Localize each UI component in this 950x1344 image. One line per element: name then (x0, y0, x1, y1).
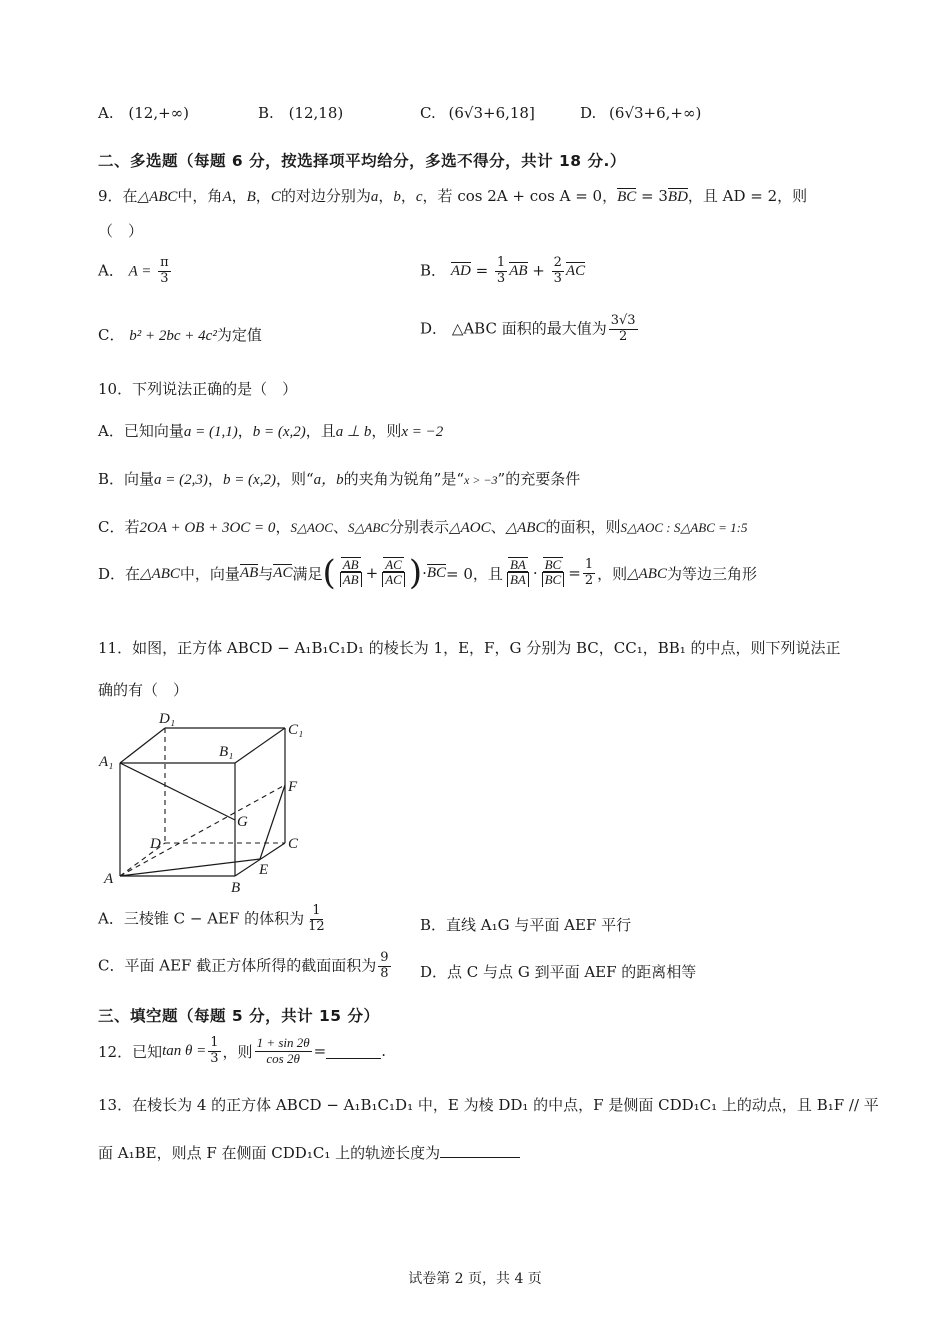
q10-option-a-vector-b: b = (x,2) (252, 424, 306, 440)
q10-option-b-pair: a，b (313, 472, 344, 488)
q9-option-c-text: 为定值 (216, 326, 262, 344)
q9-triangle: △ABC (137, 189, 178, 205)
q10-option-a-text3: ，则 (371, 422, 402, 440)
q11-option-d (420, 961, 696, 982)
label-a: A (104, 871, 114, 887)
q10-option-d-label: D． (98, 564, 126, 583)
q10-option-d-and: 与 (258, 564, 274, 583)
q9-option-d (420, 314, 640, 345)
q9-text2: 的对边分别为 (280, 187, 371, 205)
q12-text: ，则 (222, 1042, 253, 1061)
q11-option-a-label: A． (98, 909, 124, 928)
label-c: C (288, 836, 299, 852)
q13-line-2-text: 面 A₁BE，则点 F 在侧面 CDD₁C₁ 上的轨迹长度为 (98, 1144, 441, 1162)
segment-a1-g (120, 763, 235, 820)
label-e: E (259, 862, 269, 878)
q10-option-d-eq0: = 0，且 (446, 564, 503, 583)
q9-stem: 9．在△ABC中，角A，B，C的对边分别为a，b，c，若 cos 2A + cos A = 0，BC = 3BD，且 AD = 2，则 (98, 187, 808, 205)
q12-end: . (381, 1042, 387, 1061)
q10-option-d-text1: 在 (125, 564, 141, 583)
q10-option-d-triangle-2: △ABC (627, 565, 667, 582)
q9-option-d-fraction: $\frac{3√3}{2}$ (610, 313, 636, 344)
q10-option-b-label: B． (98, 470, 125, 488)
label-b1: B₁ (219, 744, 234, 760)
q9-option-c-label: C． (98, 326, 125, 344)
q9-option-b: B． AD = $\frac{1}{3}$ AB + $\frac{2}{3}$ AC (420, 255, 586, 286)
q9-option-a-label: A． (98, 261, 124, 280)
q10-option-d-half: $\frac{1}{2}$ (584, 556, 594, 588)
q10-option-d-unit-ab: $\frac{AB}{AB}$ (338, 557, 364, 590)
q11-option-a-fraction: $\frac{1}{12}$ (308, 903, 325, 934)
q10-option-d-vector-bc: BC (426, 565, 447, 582)
q8-option-c-label: C. (420, 104, 436, 122)
q12-expression: $\frac{1 + \sin 2\theta}{\cos 2\theta}$ (256, 1035, 310, 1066)
q10-option-d-triangle: △ABC (140, 565, 180, 582)
q11-option-d-label: D． (420, 963, 448, 981)
q10-option-b-text4: ”的充要条件 (497, 470, 581, 488)
q10-option-d-left-paren: ( (322, 553, 336, 593)
q8-option-b-label: B. (258, 104, 274, 122)
q10-option-c-t1: △AOC (449, 520, 491, 536)
q8-option-b (258, 104, 343, 122)
q9-angle-b: B (246, 189, 256, 205)
q10-option-d-unit-bc: $\frac{BC}{BC}$ (540, 557, 567, 590)
label-f: F (288, 779, 298, 795)
section-3-title: 三、填空题（每题 5 分，共计 15 分） (98, 1007, 380, 1025)
q13-line-1: 13．在棱长为 4 的正方体 ABCD − A₁B₁C₁D₁ 中，E 为棱 DD₁ 的中点，F 是侧面 CDD₁C₁ 上的动点，且 B₁F // 平 (98, 1096, 879, 1114)
q10-option-c-text3: 的面积，则 (545, 518, 621, 536)
q11-option-b (420, 914, 631, 935)
q11-option-b-text: 直线 A₁G 与平面 AEF 平行 (446, 916, 632, 934)
q9-text1: 中，角 (177, 187, 223, 205)
q11-option-c-label: C． (98, 956, 125, 975)
q12-eq: = (313, 1042, 327, 1061)
section-2-title: 二、多选题（每题 6 分，按选择项平均给分，多选不得分，共计 18 分.） (98, 152, 626, 170)
q11-option-d-text: 点 C 与点 G 到平面 AEF 的距离相等 (447, 963, 697, 981)
q10-option-c: C．若2OA + OB + 3OC = 0，S△AOC、S△ABC分别表示△AOC、△ABC的面积，则S△AOC : S△ABC = 1:5 (98, 518, 748, 536)
label-d1: D₁ (159, 711, 176, 727)
q9-option-b-fraction-2: $\frac{2}{3}$ (553, 255, 562, 286)
q10-option-a-vector-a: a = (1,1) (183, 424, 238, 440)
q10-option-b-text3: 的夹角为锐角”是“ (343, 470, 464, 488)
q11-option-c (98, 951, 393, 982)
q8-option-b-text: (12,18) (288, 104, 344, 122)
q10-option-b-text2: ，则“ (275, 470, 314, 488)
q11-stem-line-2: 确的有（ ） (98, 681, 189, 699)
q9-option-c-expr: b² + 2bc + 4c² (129, 328, 217, 344)
label-c1: C₁ (288, 722, 304, 738)
q11-stem-line-1: 11．如图，正方体 ABCD − A₁B₁C₁D₁ 的棱长为 1，E，F，G 分别为 BC，CC₁，BB₁ 的中点，则下列说法正 (98, 639, 841, 657)
q10-option-d-unit-ba: $\frac{BA}{BA}$ (505, 557, 531, 590)
q9-option-a-lhs: A = (128, 263, 152, 280)
q8-option-d-label: D. (580, 104, 597, 122)
q10-option-d-unit-ac: $\frac{AC}{AC}$ (380, 557, 407, 590)
q11-option-c-fraction: $\frac{9}{8}$ (380, 950, 389, 981)
page-footer: 试卷第 2 页，共 4 页 (408, 1271, 542, 1287)
q9-eq3: = 3 (636, 187, 668, 205)
q10-option-c-s2: S△ABC (347, 520, 390, 535)
q12-tan: tan θ = (162, 1042, 207, 1059)
q10-option-b-text1: 向量 (124, 470, 155, 488)
q12-fraction: $\frac{1}{3}$ (210, 1035, 219, 1066)
q9-text3: ，若 cos 2A + cos A = 0， (422, 187, 618, 205)
q10-stem: 10．下列说法正确的是（ ） (98, 380, 298, 398)
q10-option-b: B．向量a = (2,3)，b = (x,2)，则“a，b的夹角为锐角”是“x > −3”的充要条件 (98, 470, 581, 488)
q9-angle-c: C (270, 189, 281, 205)
q9-option-b-vector-ad: AD (450, 263, 471, 280)
q10-option-c-label: C． (98, 518, 125, 536)
edge-b1-c1 (235, 728, 285, 763)
q9-option-b-vector-ab: AB (509, 263, 528, 280)
q10-option-d-text5: 为等边三角形 (666, 564, 757, 583)
q9-angle-a: A (222, 189, 232, 205)
q11-option-c-text: 平面 AEF 截正方体所得的截面面积为 (124, 956, 377, 975)
q10-option-b-vector-b: b = (x,2) (222, 472, 276, 488)
cube-figure (95, 708, 320, 898)
label-a1: A₁ (99, 754, 114, 770)
q10-option-c-t2: △ABC (505, 520, 546, 536)
q10-option-a-perp: a ⊥ b (335, 424, 372, 440)
q10-option-d-right-paren: ) (408, 553, 423, 593)
q10-option-d-text2: 中，向量 (179, 564, 240, 583)
q9-side-a: a (370, 189, 379, 205)
q10-option-a-text1: 已知向量 (123, 422, 184, 440)
q9-prefix: 9．在 (98, 187, 138, 205)
q12-prefix: 12．已知 (98, 1042, 163, 1061)
q9-side-c: c (415, 189, 423, 205)
q10-option-d-vector-ab: AB (239, 565, 259, 582)
q10-option-c-text1: 若 (124, 518, 140, 536)
label-g: G (237, 814, 248, 830)
q10-option-c-s1: S△AOC (290, 520, 333, 535)
q8-option-a-text: (12,+∞) (128, 104, 190, 122)
q9-option-a-fraction: $\frac{\pi}{3}$ (160, 255, 169, 286)
q8-option-d-text: (6√3+6,+∞) (609, 104, 702, 122)
q13-answer-blank[interactable] (440, 1143, 520, 1158)
q9-vector-bd: BD (667, 189, 688, 205)
q10-option-c-text2: 分别表示 (389, 518, 450, 536)
q10-option-d-text3: 满足 (292, 564, 323, 583)
q8-option-d (580, 104, 701, 122)
q9-text4: ，且 AD = 2，则 (687, 187, 808, 205)
q8-option-a (98, 104, 189, 122)
q11-option-a-text: 三棱锥 C − AEF 的体积为 (123, 909, 305, 928)
q9-option-b-fraction-1: $\frac{1}{3}$ (496, 255, 506, 286)
label-d: D (150, 836, 161, 852)
q10-option-a: A．已知向量a = (1,1)，b = (x,2)，且a ⊥ b，则x = −2 (98, 422, 444, 440)
q10-option-a-text2: ，且 (305, 422, 336, 440)
q9-paren: （ ） (98, 222, 144, 240)
q12 (98, 1036, 386, 1067)
label-b: B (231, 880, 241, 896)
q10-option-d: D． 在 △ABC 中，向量 AB 与 AC 满足 ( $\frac{AB}{AB}$ + $\frac{AC}{AC}$ ) · BC = 0，且 $\frac{BA}{BA}$ · $\frac{BC}{BC}$ = $\frac{1}{2}$ ，则 △ABC 为等边三角形 (98, 553, 757, 593)
q9-option-b-vector-ac: AC (565, 263, 586, 280)
q10-option-c-equation: 2OA + OB + 3OC = 0 (139, 520, 276, 536)
q10-option-a-label: A． (98, 422, 124, 440)
q13-line-2 (98, 1142, 520, 1163)
q10-option-a-x: x = −2 (401, 424, 444, 440)
edge-a1-d1 (120, 728, 165, 763)
q9-option-d-label: D． (420, 319, 448, 338)
q8-option-a-label: A. (98, 104, 114, 122)
q9-vector-bc: BC (617, 189, 637, 205)
q10-option-d-text4: ，则 (597, 564, 628, 583)
q9-option-b-label: B． (420, 261, 447, 280)
q10-option-c-ratio: S△AOC : S△ABC = 1:5 (620, 520, 748, 535)
q10-option-b-cond: x > −3 (464, 473, 498, 487)
q9-option-d-text: △ABC 面积的最大值为 (451, 319, 607, 338)
q9-option-c (98, 324, 262, 345)
q9-option-a (98, 256, 173, 287)
q11-option-a (98, 904, 329, 935)
q10-option-b-vector-a: a = (2,3) (154, 472, 208, 488)
q9-side-b: b (393, 189, 401, 205)
q8-option-c-text: (6√3+6,18] (448, 104, 535, 122)
q11-option-b-label: B． (420, 916, 447, 934)
q12-answer-blank[interactable] (326, 1044, 381, 1059)
q10-option-d-vector-ac: AC (273, 565, 293, 582)
q8-option-c (420, 104, 535, 122)
